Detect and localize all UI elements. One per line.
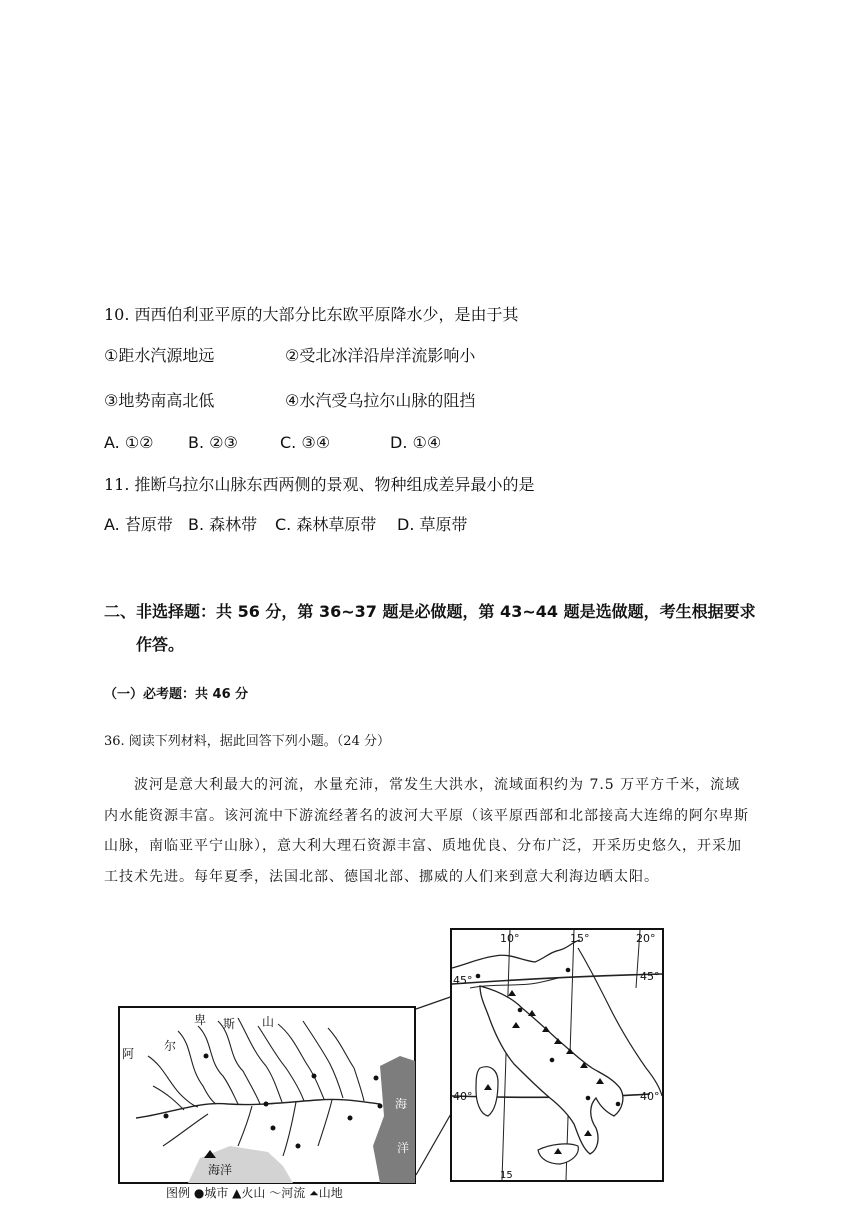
q11-option-d: D. 草原带 <box>397 515 468 534</box>
q10-option-b: B. ②③ <box>188 433 238 452</box>
section2-title-cont: 作答。 <box>136 635 185 654</box>
section2-subtitle: （一）必考题：共 46 分 <box>104 687 249 702</box>
mountain-icon: ⏶ <box>309 1186 319 1200</box>
city-icon: ● <box>193 1186 205 1200</box>
legend-title: 图例 <box>166 1186 191 1200</box>
river-icon: ～ <box>269 1186 282 1200</box>
q11-option-c: C. 森林草原带 <box>275 515 377 534</box>
q11-option-b: B. 森林带 <box>188 515 258 534</box>
label-yang: 洋 <box>397 1141 410 1155</box>
label-er: 尔 <box>164 1039 177 1053</box>
q10-item-3: ③地势南高北低 <box>104 391 215 410</box>
po-river-map <box>118 1006 416 1184</box>
label-a: 阿 <box>122 1047 135 1061</box>
lat-label-45-left: 45° <box>453 974 473 987</box>
q11-stem: 11. 推断乌拉尔山脉东西两侧的景观、物种组成差异最小的是 <box>104 475 535 494</box>
q10-stem: 10. 西西伯利亚平原的大部分比东欧平原降水少，是由于其 <box>104 305 519 324</box>
q10-option-d: D. ①④ <box>390 433 442 452</box>
map-legend <box>166 1184 343 1201</box>
label-si: 斯 <box>223 1017 236 1031</box>
legend-mountain: 山地 <box>318 1186 343 1200</box>
legend-city: 城市 <box>204 1186 229 1200</box>
q10-option-a: A. ①② <box>104 433 154 452</box>
q10-item-4: ④水汽受乌拉尔山脉的阻挡 <box>285 391 476 410</box>
lat-label-45-right: 45° <box>640 970 660 983</box>
section2-title: 二、非选择题：共 56 分，第 36~37 题是必做题，第 43~44 题是选做题，考生根据要求 <box>104 602 756 621</box>
lat-label-40-left: 40° <box>453 1090 473 1103</box>
volcano-legend-icon: ▲ <box>232 1186 242 1200</box>
lon-label-20: 20° <box>636 932 656 945</box>
q11-option-a: A. 苔原带 <box>104 515 173 534</box>
legend-river: 河流 <box>281 1186 306 1200</box>
q10-option-c: C. ③④ <box>280 433 331 452</box>
lon-label-bottom: 15 <box>500 1170 513 1181</box>
label-hai: 海 <box>395 1097 408 1111</box>
label-haiyang: 海洋 <box>208 1163 233 1177</box>
q10-item-2: ②受北冰洋沿岸洋流影响小 <box>285 346 476 365</box>
label-bei: 卑 <box>194 1013 207 1027</box>
lon-label-15: 15° <box>570 932 590 945</box>
q36-passage: 波河是意大利最大的河流，水量充沛，常发生大洪水，流域面积约为 7.5 万平方千米，流域内水能资源丰富。该河流中下游流经著名的波河大平原（该平原西部和北部接高大连绵的阿尔卑斯山脉，南临亚平宁山脉），意大利大理石资源丰富、质地优良、分布广泛，开采历史悠久，开采加工技术先进。每年夏季，法国北部、德国北部、挪威的人们来到意大利海边晒太阳。 <box>104 777 749 885</box>
italy-map <box>450 928 664 1182</box>
label-shan: 山 <box>262 1015 275 1029</box>
lon-label-10: 10° <box>500 932 520 945</box>
q36-stem: 36. 阅读下列材料，据此回答下列小题。（24 分） <box>104 734 390 749</box>
q10-item-1: ①距水汽源地远 <box>104 346 215 365</box>
legend-volcano: 火山 <box>241 1186 266 1200</box>
lat-label-40-right: 40° <box>640 1090 660 1103</box>
